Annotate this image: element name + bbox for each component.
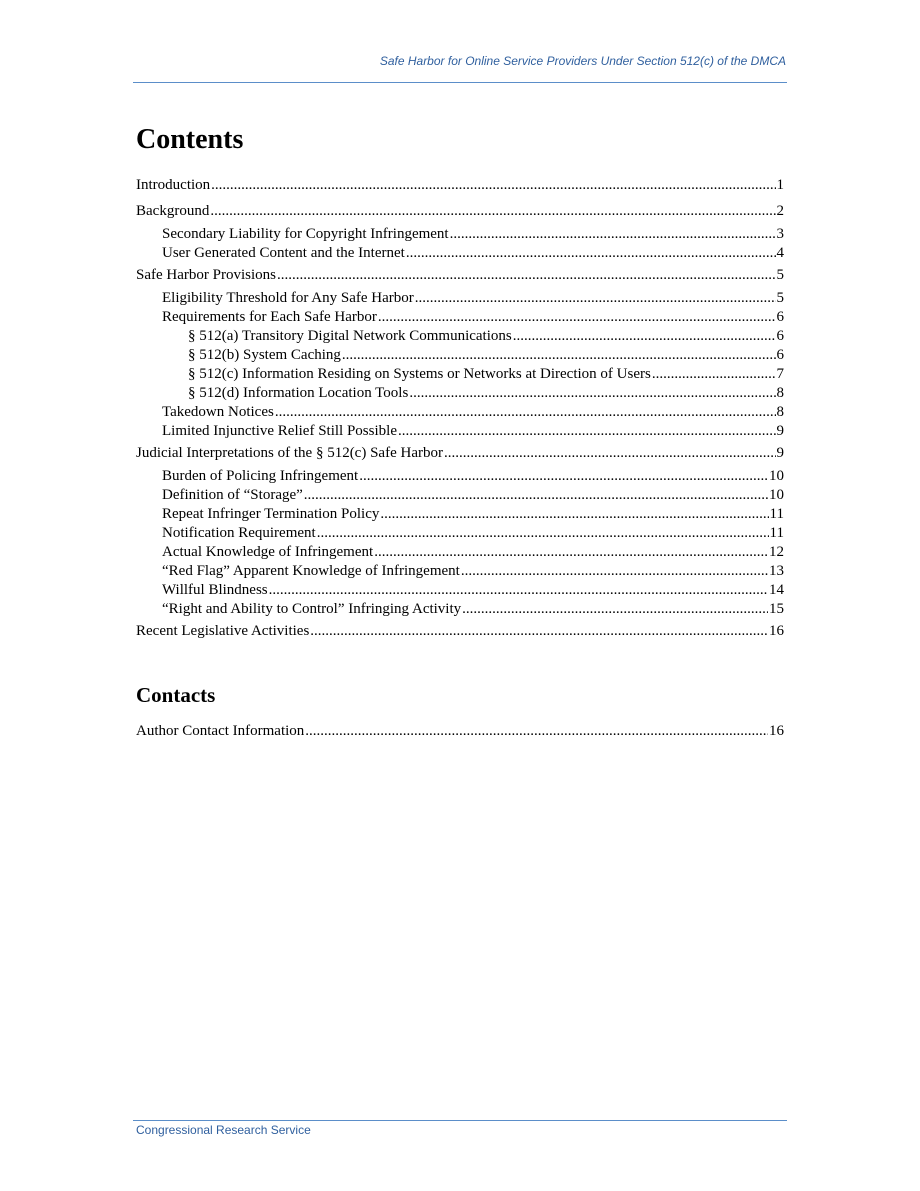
- toc-entry-label: Introduction: [136, 177, 211, 193]
- running-header-title: Safe Harbor for Online Service Providers Under Section 512(c) of the DMCA: [379, 54, 786, 68]
- toc-entry-page: 9: [776, 445, 784, 461]
- toc-entry-label: Recent Legislative Activities: [136, 623, 310, 639]
- toc-entry-limited-injunctive-relief[interactable]: [136, 422, 784, 441]
- header-rule: [133, 82, 787, 83]
- dot-leader: [305, 722, 768, 741]
- toc-entry-definition-of-storage[interactable]: [136, 486, 784, 505]
- toc-entry-label: Repeat Infringer Termination Policy: [162, 506, 380, 522]
- dot-leader: [462, 600, 768, 619]
- toc-entry-page: 16: [769, 723, 784, 739]
- dot-leader: [444, 444, 776, 463]
- toc-entry-512d[interactable]: [136, 384, 784, 403]
- dot-leader: [450, 225, 776, 244]
- dot-leader: [461, 562, 768, 581]
- toc-entry-page: 9: [776, 423, 784, 439]
- toc-entry-page: 8: [776, 385, 784, 401]
- toc-entry-introduction[interactable]: [136, 176, 784, 195]
- toc-entry-label: § 512(d) Information Location Tools: [188, 385, 409, 401]
- toc-entry-page: 16: [769, 623, 784, 639]
- dot-leader: [269, 581, 768, 600]
- toc-entry-notification-requirement[interactable]: [136, 524, 784, 543]
- toc-entry-label: Definition of “Storage”: [162, 487, 303, 503]
- toc-entry-page: 11: [769, 525, 784, 541]
- toc-entry-label: “Right and Ability to Control” Infringing Activity: [162, 601, 462, 617]
- footer-publisher: Congressional Research Service: [136, 1123, 311, 1137]
- toc-entry-page: 1: [776, 177, 784, 193]
- toc-entry-label: Notification Requirement: [162, 525, 316, 541]
- toc-entry-page: 6: [776, 328, 784, 344]
- dot-leader: [277, 266, 776, 285]
- toc-entry-label: § 512(b) System Caching: [188, 347, 341, 363]
- dot-leader: [211, 176, 775, 195]
- toc-entry-willful-blindness[interactable]: [136, 581, 784, 600]
- toc-entry-repeat-infringer[interactable]: [136, 505, 784, 524]
- toc-entry-burden-of-policing[interactable]: [136, 467, 784, 486]
- toc-entry-page: 3: [776, 226, 784, 242]
- toc-entry-page: 13: [769, 563, 784, 579]
- dot-leader: [359, 467, 768, 486]
- footer-rule: [133, 1120, 787, 1121]
- dot-leader: [380, 505, 768, 524]
- toc-entry-page: 5: [776, 267, 784, 283]
- toc-entry-512b[interactable]: [136, 346, 784, 365]
- dot-leader: [415, 289, 776, 308]
- toc-entry-label: “Red Flag” Apparent Knowledge of Infringement: [162, 563, 460, 579]
- toc-entry-label: Limited Injunctive Relief Still Possible: [162, 423, 397, 439]
- dot-leader: [275, 403, 776, 422]
- dot-leader: [409, 384, 775, 403]
- toc-entry-page: 10: [769, 468, 784, 484]
- toc-entry-page: 2: [776, 203, 784, 219]
- dot-leader: [513, 327, 776, 346]
- toc-entry-page: 6: [776, 309, 784, 325]
- toc-entry-page: 8: [776, 404, 784, 420]
- toc-entry-page: 6: [776, 347, 784, 363]
- toc-entry-label: User Generated Content and the Internet: [162, 245, 405, 261]
- toc-entry-page: 7: [776, 366, 784, 382]
- toc-entry-right-and-ability[interactable]: [136, 600, 784, 619]
- toc-entry-page: 5: [776, 290, 784, 306]
- toc-entry-author-contact[interactable]: [136, 722, 784, 741]
- toc-entry-user-generated-content[interactable]: [136, 244, 784, 263]
- toc-entry-eligibility-threshold[interactable]: [136, 289, 784, 308]
- dot-leader: [398, 422, 776, 441]
- toc-entry-actual-knowledge[interactable]: [136, 543, 784, 562]
- toc-entry-label: § 512(c) Information Residing on Systems or Networks at Direction of Users: [188, 366, 651, 382]
- toc-entry-takedown-notices[interactable]: [136, 403, 784, 422]
- toc-entry-requirements[interactable]: [136, 308, 784, 327]
- toc-entry-label: Takedown Notices: [162, 404, 274, 420]
- toc-entry-512a[interactable]: [136, 327, 784, 346]
- toc-entry-label: Author Contact Information: [136, 723, 305, 739]
- dot-leader: [378, 308, 776, 327]
- toc-entry-background[interactable]: [136, 202, 784, 221]
- toc-entry-secondary-liability[interactable]: [136, 225, 784, 244]
- toc-entry-red-flag-knowledge[interactable]: [136, 562, 784, 581]
- toc-entry-recent-legislative[interactable]: [136, 622, 784, 641]
- toc-entry-label: Secondary Liability for Copyright Infringement: [162, 226, 449, 242]
- toc-entry-label: § 512(a) Transitory Digital Network Communications: [188, 328, 512, 344]
- toc-entry-page: 15: [769, 601, 784, 617]
- toc-entry-label: Actual Knowledge of Infringement: [162, 544, 374, 560]
- toc-entry-page: 11: [769, 506, 784, 522]
- toc-entry-page: 12: [769, 544, 784, 560]
- dot-leader: [310, 622, 768, 641]
- dot-leader: [406, 244, 776, 263]
- dot-leader: [342, 346, 776, 365]
- toc-entry-page: 10: [769, 487, 784, 503]
- toc-entry-label: Background: [136, 203, 210, 219]
- dot-leader: [317, 524, 769, 543]
- toc-entry-page: 4: [776, 245, 784, 261]
- toc-entry-safe-harbor-provisions[interactable]: [136, 266, 784, 285]
- toc-entry-judicial-interpretations[interactable]: [136, 444, 784, 463]
- toc-entry-label: Safe Harbor Provisions: [136, 267, 276, 283]
- toc-entry-label: Burden of Policing Infringement: [162, 468, 359, 484]
- toc-entry-label: Judicial Interpretations of the § 512(c) Safe Harbor: [136, 445, 443, 461]
- toc-entry-label: Requirements for Each Safe Harbor: [162, 309, 377, 325]
- contacts-heading: Contacts: [136, 683, 216, 707]
- dot-leader: [652, 365, 776, 384]
- toc-entry-label: Willful Blindness: [162, 582, 268, 598]
- toc-entry-label: Eligibility Threshold for Any Safe Harbor: [162, 290, 414, 306]
- dot-leader: [210, 202, 775, 221]
- dot-leader: [374, 543, 768, 562]
- dot-leader: [304, 486, 768, 505]
- toc-entry-512c[interactable]: [136, 365, 784, 384]
- contents-heading: Contents: [136, 124, 244, 155]
- toc-entry-page: 14: [769, 582, 784, 598]
